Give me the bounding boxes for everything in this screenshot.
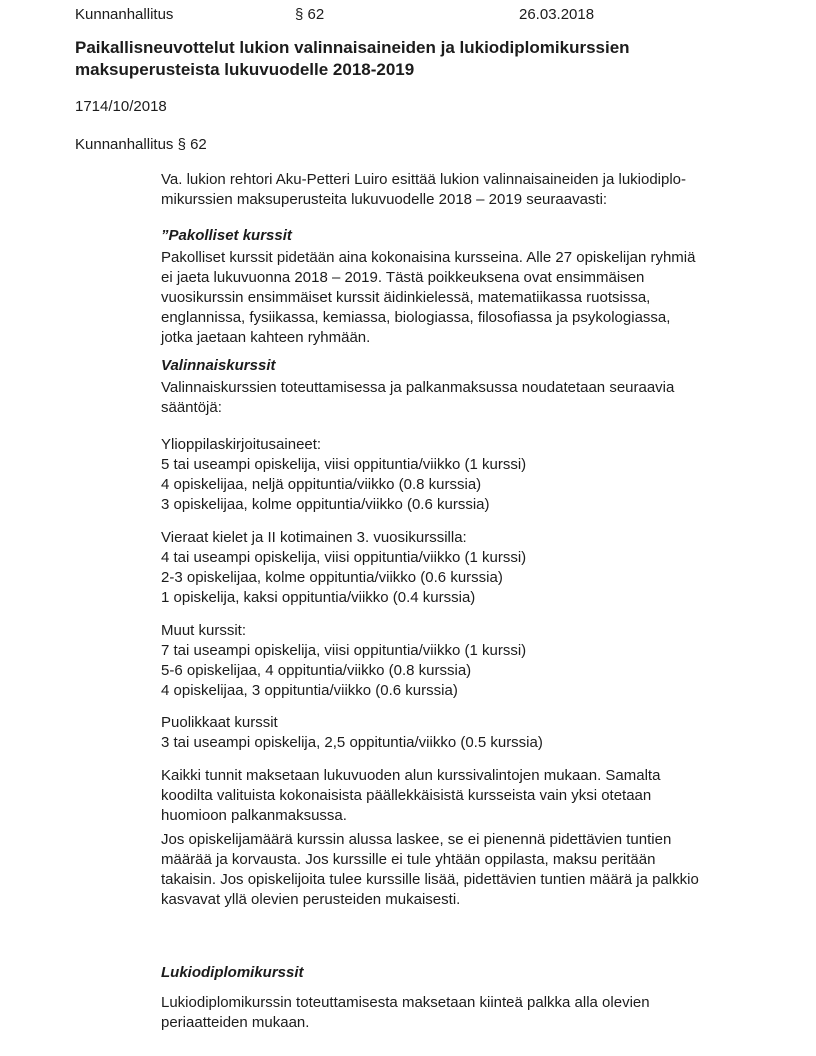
student-count-note-line-4: kasvavat yllä olevien perusteiden mukaisesti. — [161, 891, 461, 908]
pakolliset-line-1: Pakolliset kurssit pidetään aina kokonaisina kursseina. Alle 27 opiskelijan ryhmiä — [161, 249, 696, 266]
rule-group-title: Ylioppilaskirjoitusaineet: — [161, 436, 322, 453]
rule-line: 1 opiskelija, kaksi oppituntia/viikko (0.4 kurssia) — [161, 589, 476, 606]
student-count-note-paragraph — [161, 830, 761, 910]
section-number: § 62 — [295, 6, 325, 23]
intro-paragraph — [161, 170, 761, 210]
rule-group-title: Puolikkaat kurssit — [161, 714, 278, 731]
rule-group-ylioppilaskirjoitusaineet — [161, 435, 761, 515]
rule-line: 5 tai useampi opiskelija, viisi oppituntia/viikko (1 kurssi) — [161, 456, 527, 473]
intro-line-1: Va. lukion rehtori Aku-Petteri Luiro esittää lukion valinnaisaineiden ja lukiodiplo- — [161, 171, 687, 188]
payment-note-line-2: koodilta valituista kokonaisista päällekkäisistä kursseista vain yksi otetaan — [161, 787, 652, 804]
lukiodiplomi-line-1: Lukiodiplomikurssin toteuttamisesta maksetaan kiinteä palkka alla olevien — [161, 994, 650, 1011]
lukiodiplomi-paragraph — [161, 993, 761, 1033]
rule-line: 4 tai useampi opiskelija, viisi oppituntia/viikko (1 kurssi) — [161, 549, 527, 566]
student-count-note-line-2: määrää ja korvausta. Jos kurssille ei tule yhtään oppilasta, maksu peritään — [161, 851, 656, 868]
meeting-date: 26.03.2018 — [519, 6, 595, 23]
rule-line: 5-6 opiskelijaa, 4 oppituntia/viikko (0.8 kurssia) — [161, 662, 472, 679]
student-count-note-line-1: Jos opiskelijamäärä kurssin alussa laskee, se ei pienennä pidettävien tuntien — [161, 831, 672, 848]
pakolliset-line-3: vuosikurssin ensimmäiset kurssit äidinkielessä, matematiikassa ruotsissa, — [161, 289, 651, 306]
pakolliset-line-4: englannissa, fysiikassa, kemiassa, biologiassa, filosofiassa ja psykologiassa, — [161, 309, 671, 326]
case-number: 1714/10/2018 — [75, 98, 167, 115]
committee-name: Kunnanhallitus — [75, 6, 174, 23]
rule-line: 4 opiskelijaa, 3 oppituntia/viikko (0.6 kurssia) — [161, 682, 458, 699]
rule-line: 7 tai useampi opiskelija, viisi oppituntia/viikko (1 kurssi) — [161, 642, 527, 659]
rule-line: 3 opiskelijaa, kolme oppituntia/viikko (0.6 kurssia) — [161, 496, 490, 513]
intro-line-2: mikurssien maksuperusteita lukuvuodelle 2018 – 2019 seuraavasti: — [161, 191, 608, 208]
valinnais-intro-line-2: sääntöjä: — [161, 399, 222, 416]
rule-group-puolikkaat-kurssit — [161, 713, 761, 753]
pakolliset-line-2: ei jaeta lukuvuonna 2018 – 2019. Tästä poikkeuksena ovat ensimmäisen — [161, 269, 645, 286]
rule-group-muut-kurssit — [161, 621, 761, 701]
rule-group-title: Muut kurssit: — [161, 622, 247, 639]
rule-line: 4 opiskelijaa, neljä oppituntia/viikko (0.8 kurssia) — [161, 476, 482, 493]
payment-note-line-3: huomioon palkanmaksussa. — [161, 807, 347, 824]
student-count-note-line-3: takaisin. Jos opiskelijoita tulee kurssille lisää, pidettävien tuntien määrä ja palkkio — [161, 871, 699, 888]
pakolliset-paragraph — [161, 248, 761, 348]
valinnais-intro-line-1: Valinnaiskurssien toteuttamisessa ja palkanmaksussa noudatetaan seuraavia — [161, 379, 675, 396]
valinnais-intro-paragraph — [161, 378, 761, 418]
rule-group-title: Vieraat kielet ja II kotimainen 3. vuosikurssilla: — [161, 529, 467, 546]
payment-note-line-1: Kaikki tunnit maksetaan lukuvuoden alun kurssivalintojen mukaan. Samalta — [161, 767, 661, 784]
heading-lukiodiplomikurssit: Lukiodiplomikurssit — [161, 964, 304, 981]
lukiodiplomi-line-2: periaatteiden mukaan. — [161, 1014, 310, 1031]
payment-note-paragraph — [161, 766, 761, 826]
document-title-line-2: maksuperusteista lukuvuodelle 2018-2019 — [75, 60, 415, 79]
heading-pakolliset-kurssit: ”Pakolliset kurssit — [161, 227, 292, 244]
rule-line: 2-3 opiskelijaa, kolme oppituntia/viikko (0.6 kurssia) — [161, 569, 503, 586]
heading-valinnaiskurssit: Valinnaiskurssit — [161, 357, 276, 374]
document-title-line-1: Paikallisneuvottelut lukion valinnaisaineiden ja lukiodiplomikurssien — [75, 38, 630, 57]
document-title — [75, 37, 735, 81]
document-body — [161, 170, 761, 1033]
rule-group-vieraat-kielet — [161, 528, 761, 608]
section-reference: Kunnanhallitus § 62 — [75, 136, 207, 153]
pakolliset-line-5: jotka jaetaan kahteen ryhmään. — [161, 329, 371, 346]
rule-line: 3 tai useampi opiskelija, 2,5 oppituntia/viikko (0.5 kurssia) — [161, 734, 543, 751]
